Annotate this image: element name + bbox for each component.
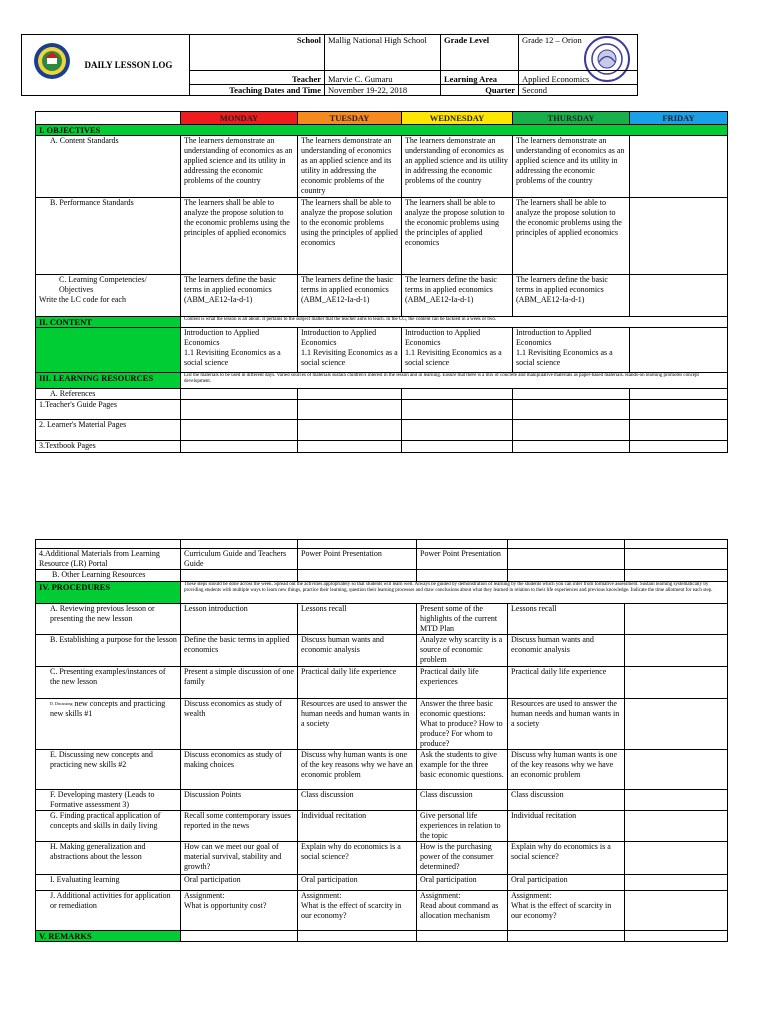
- teacher-value: Marvie C. Gumaru: [325, 71, 441, 85]
- day-wednesday: WEDNESDAY: [402, 112, 513, 125]
- content-standards-mon: The learners demonstrate an understanding of economics as an applied science and its utility in addressing the economic problems of the country: [181, 136, 298, 198]
- content-standards-fri: [630, 136, 728, 198]
- references-label: A. References: [36, 389, 181, 400]
- dates-label: Teaching Dates and Time: [190, 85, 325, 96]
- procedure-label: [36, 750, 181, 790]
- lesson-table-top: [35, 111, 728, 453]
- procedure-cell-mon: How can we meet our goal of material survival, stability and growth?: [181, 842, 298, 875]
- procedure-cell-thu: Explain why do economics is a social science?: [508, 842, 625, 875]
- lesson-table-bottom: [35, 539, 728, 942]
- procedure-label-text: E. Discussing new concepts and practicing new skills #2: [50, 750, 153, 769]
- content-topic-tue: Introduction to Applied Economics 1.1 Revisiting Economics as a social science: [298, 328, 402, 373]
- procedure-label: [36, 635, 181, 667]
- remarks-wed: [417, 931, 508, 942]
- procedure-cell-tue: Resources are used to answer the human needs and human wants in a society: [298, 699, 417, 750]
- competency-wed: The learners define the basic terms in applied economics (ABM_AE12-Ia-d-1): [402, 275, 513, 317]
- procedure-label-text: F. Developing mastery (Leads to Formative assessment 3): [50, 790, 155, 809]
- content-topic-thu: Introduction to Applied Economics 1.1 Revisiting Economics as a social science: [513, 328, 630, 373]
- procedure-cell-fri: [625, 699, 728, 750]
- dates-value: November 19-22, 2018: [325, 85, 441, 96]
- day-friday: FRIDAY: [630, 112, 728, 125]
- competency-fri: [630, 275, 728, 317]
- procedure-cell-wed: Practical daily life experiences: [417, 667, 508, 699]
- tb-cell-5: [630, 441, 728, 453]
- remarks-fri: [625, 931, 728, 942]
- procedure-label-text: I. Evaluating learning: [50, 875, 120, 884]
- other-cell-4: [508, 570, 625, 582]
- procedure-cell-fri: [625, 811, 728, 842]
- procedures-rows: [36, 604, 728, 931]
- competency-thu: The learners define the basic terms in applied economics (ABM_AE12-Ia-d-1): [513, 275, 630, 317]
- lm-cell-1: [181, 420, 298, 441]
- procedure-cell-thu: Discuss why human wants is one of the key reasons why we have an economic problem: [508, 750, 625, 790]
- procedure-row: [36, 750, 728, 790]
- grade-value: Grade 12 – Orion: [519, 35, 638, 71]
- textbook-label: 3.Textbook Pages: [36, 441, 181, 453]
- competency-label-cell: [36, 275, 181, 317]
- area-value: Applied Economics: [519, 71, 638, 85]
- procedure-row: [36, 604, 728, 635]
- procedure-cell-fri: [625, 750, 728, 790]
- procedure-cell-tue: Lessons recall: [298, 604, 417, 635]
- competency-tue: The learners define the basic terms in applied economics (ABM_AE12-Ia-d-1): [298, 275, 402, 317]
- performance-standards-thu: The learners shall be able to analyze the propose solution to the economic problems using the principles of applied economics: [513, 198, 630, 275]
- performance-standards-fri: [630, 198, 728, 275]
- procedure-cell-fri: [625, 635, 728, 667]
- procedure-label: [36, 604, 181, 635]
- procedure-cell-mon: Recall some contemporary issues reported in the news: [181, 811, 298, 842]
- blank-row-cell-4: [508, 540, 625, 549]
- remarks-mon: [181, 931, 298, 942]
- procedure-row: [36, 842, 728, 875]
- header-table: [21, 34, 638, 96]
- resources-heading: III. LEARNING RESOURCES: [36, 373, 181, 389]
- procedure-cell-mon: Discussion Points: [181, 790, 298, 811]
- procedure-cell-fri: [625, 875, 728, 891]
- procedure-cell-mon: Discuss economics as study of wealth: [181, 699, 298, 750]
- performance-standards-wed: The learners shall be able to analyze the propose solution to the economic problems using the principles of applied economics: [402, 198, 513, 275]
- remarks-thu: [508, 931, 625, 942]
- additional-fri: [625, 549, 728, 570]
- procedure-cell-thu: Individual recitation: [508, 811, 625, 842]
- tg-cell-2: [298, 400, 402, 420]
- content-standards-label: A. Content Standards: [36, 136, 181, 198]
- tg-cell-5: [630, 400, 728, 420]
- procedure-row: [36, 875, 728, 891]
- procedure-cell-mon: Oral participation: [181, 875, 298, 891]
- logo-cell: [22, 35, 82, 96]
- other-cell-5: [625, 570, 728, 582]
- lm-cell-2: [298, 420, 402, 441]
- additional-tue: Power Point Presentation: [298, 549, 417, 570]
- procedure-cell-tue: Discuss why human wants is one of the key reasons why we have an economic problem: [298, 750, 417, 790]
- competency-label: C. Learning Competencies/ Objectives: [59, 275, 147, 294]
- procedure-cell-tue: Discuss human wants and economic analysis: [298, 635, 417, 667]
- procedure-cell-tue: Individual recitation: [298, 811, 417, 842]
- teachers-guide-label: 1.Teacher's Guide Pages: [36, 400, 181, 420]
- additional-mon: Curriculum Guide and Teachers Guide: [181, 549, 298, 570]
- procedure-cell-thu: Resources are used to answer the human needs and human wants in a society: [508, 699, 625, 750]
- procedure-cell-mon: Lesson introduction: [181, 604, 298, 635]
- procedure-label-text: A. Reviewing previous lesson or presenting the new lesson: [50, 604, 155, 623]
- references-cell-5: [630, 389, 728, 400]
- procedure-cell-tue: Class discussion: [298, 790, 417, 811]
- competency-mon: The learners define the basic terms in applied economics (ABM_AE12-Ia-d-1): [181, 275, 298, 317]
- blank-row-cell-3: [417, 540, 508, 549]
- procedure-row: [36, 699, 728, 750]
- tb-cell-3: [402, 441, 513, 453]
- quarter-value: Second: [519, 85, 638, 96]
- procedure-cell-thu: Class discussion: [508, 790, 625, 811]
- procedure-row: [36, 891, 728, 931]
- procedure-cell-wed: Answer the three basic economic questions: What to produce? How to produce? For whom to produce?: [417, 699, 508, 750]
- references-cell-3: [402, 389, 513, 400]
- procedure-cell-wed: Give personal life experiences in relation to the topic: [417, 811, 508, 842]
- remarks-tue: [298, 931, 417, 942]
- procedure-cell-thu: Lessons recall: [508, 604, 625, 635]
- references-cell-1: [181, 389, 298, 400]
- procedures-heading: IV. PROCEDURES: [36, 582, 181, 604]
- additional-thu: [508, 549, 625, 570]
- other-cell-1: [181, 570, 298, 582]
- objectives-heading: I. OBJECTIVES: [36, 125, 728, 136]
- school-value: Mallig National High School: [325, 35, 441, 71]
- tb-cell-1: [181, 441, 298, 453]
- tg-cell-4: [513, 400, 630, 420]
- additional-wed: Power Point Presentation: [417, 549, 508, 570]
- tg-cell-3: [402, 400, 513, 420]
- procedure-row: [36, 667, 728, 699]
- procedure-cell-wed: Oral participation: [417, 875, 508, 891]
- tg-cell-1: [181, 400, 298, 420]
- blank-row-1: [36, 540, 181, 549]
- learners-material-label: 2. Learner's Material Pages: [36, 420, 181, 441]
- procedures-note: These steps should be done across the week. Spread out the activities appropriately so that students will learn well. Always be guided by demonstration of learning by the students which you can infer from formative assessment. Sustain learning systematically by providing students with multiple ways to learn new things, practice their learning, question their learning processes and draw conclusions about what they learned in relation to their life experiences and previous knowledge. Indicate the time allotment for each step.: [181, 582, 728, 604]
- procedure-cell-mon: Discuss economics as study of making choices: [181, 750, 298, 790]
- tb-cell-4: [513, 441, 630, 453]
- corner-cell: [36, 112, 181, 125]
- lm-cell-4: [513, 420, 630, 441]
- performance-standards-tue: The learners shall be able to analyze the propose solution to the economic problems using the principles of applied economics: [298, 198, 402, 275]
- day-monday: MONDAY: [181, 112, 298, 125]
- procedure-cell-wed: Ask the students to give example for the three basic economic questions.: [417, 750, 508, 790]
- content-standards-wed: The learners demonstrate an understanding of economics as an applied science and its utility in addressing the economic problems of the country: [402, 136, 513, 198]
- procedure-label-text: G. Finding practical application of concepts and skills in daily living: [50, 811, 161, 830]
- procedure-label: [36, 667, 181, 699]
- procedure-label-text: new concepts and practicing new skills #1: [50, 699, 166, 718]
- procedure-cell-fri: [625, 604, 728, 635]
- procedure-cell-tue: Practical daily life experience: [298, 667, 417, 699]
- procedure-label: [36, 842, 181, 875]
- header-title: DAILY LESSON LOG: [82, 35, 190, 96]
- references-cell-2: [298, 389, 402, 400]
- other-cell-3: [417, 570, 508, 582]
- procedure-row: [36, 635, 728, 667]
- tb-cell-2: [298, 441, 402, 453]
- procedure-label: [36, 875, 181, 891]
- content-green-cell: [36, 328, 181, 373]
- blank-row-cell-5: [625, 540, 728, 549]
- procedure-cell-wed: Present some of the highlights of the current MTD Plan: [417, 604, 508, 635]
- procedure-cell-thu: Oral participation: [508, 875, 625, 891]
- procedure-label: [36, 790, 181, 811]
- procedure-label: [36, 699, 181, 750]
- content-note: Content is what the lesson is all about. It pertains to the subject matter that the teacher aims to teach. In the CG, the content can be tackled in a week or two.: [181, 317, 728, 328]
- content-topic-fri: [630, 328, 728, 373]
- day-tuesday: TUESDAY: [298, 112, 402, 125]
- procedure-cell-fri: [625, 891, 728, 931]
- content-standards-tue: The learners demonstrate an understanding of economics as an applied science and its utility in addressing the economic problems of the country: [298, 136, 402, 198]
- competency-sublabel: Write the LC code for each: [39, 295, 126, 304]
- content-standards-thu: The learners demonstrate an understanding of economics as an applied science and its utility in addressing the economic problems of the country: [513, 136, 630, 198]
- procedure-cell-tue: Oral participation: [298, 875, 417, 891]
- procedure-label: [36, 891, 181, 931]
- other-resources-label: B. Other Learning Resources: [36, 570, 181, 582]
- procedure-cell-thu: Assignment: What is the effect of scarcity in our economy?: [508, 891, 625, 931]
- performance-standards-label: B. Performance Standards: [36, 198, 181, 275]
- procedure-cell-fri: [625, 790, 728, 811]
- procedure-cell-tue: Explain why do economics is a social science?: [298, 842, 417, 875]
- performance-standards-mon: The learners shall be able to analyze the propose solution to the economic problems using the principles of applied economics: [181, 198, 298, 275]
- procedure-cell-mon: Define the basic terms in applied economics: [181, 635, 298, 667]
- procedure-cell-mon: Present a simple discussion of one family: [181, 667, 298, 699]
- day-thursday: THURSDAY: [513, 112, 630, 125]
- school-label: School: [190, 35, 325, 71]
- teacher-label: Teacher: [190, 71, 325, 85]
- procedure-label-text: B. Establishing a purpose for the lesson: [50, 635, 177, 644]
- procedure-cell-wed: Assignment: Read about command as allocation mechanism: [417, 891, 508, 931]
- content-heading: II. CONTENT: [36, 317, 181, 328]
- procedure-cell-mon: Assignment: What is opportunity cost?: [181, 891, 298, 931]
- procedure-label: [36, 811, 181, 842]
- procedure-cell-thu: Discuss human wants and economic analysis: [508, 635, 625, 667]
- procedure-cell-fri: [625, 667, 728, 699]
- lm-cell-5: [630, 420, 728, 441]
- procedure-label-text: C. Presenting examples/instances of the new lesson: [50, 667, 166, 686]
- area-label: Learning Area: [441, 71, 519, 85]
- resources-note: List the materials to be used in different days. Varied sources of materials sustain children's interest in the lesson and in learning. Ensure that there is a mix of concrete and manipulative materials as paper-based materials. Hands-on learning promotes concept development.: [181, 373, 728, 389]
- lm-cell-3: [402, 420, 513, 441]
- references-cell-4: [513, 389, 630, 400]
- additional-materials-label: 4.Additional Materials from Learning Resource (LR) Portal: [36, 549, 181, 570]
- procedure-cell-wed: How is the purchasing power of the consumer determined?: [417, 842, 508, 875]
- blank-row-cell-2: [298, 540, 417, 549]
- procedure-cell-wed: Class discussion: [417, 790, 508, 811]
- procedure-label-text: H. Making generalization and abstractions about the lesson: [50, 842, 146, 861]
- content-topic-wed: Introduction to Applied Economics 1.1 Revisiting Economics as a social science: [402, 328, 513, 373]
- procedure-cell-thu: Practical daily life experience: [508, 667, 625, 699]
- blank-row-cell-1: [181, 540, 298, 549]
- procedure-row: [36, 790, 728, 811]
- procedure-label-prefix: D. Discussing: [50, 701, 73, 706]
- remarks-heading: V. REMARKS: [36, 931, 181, 942]
- procedure-row: [36, 811, 728, 842]
- procedure-cell-wed: Analyze why scarcity is a source of economic problem: [417, 635, 508, 667]
- procedure-cell-tue: Assignment: What is the effect of scarcity in our economy?: [298, 891, 417, 931]
- procedure-label-text: J. Additional activities for application or remediation: [50, 891, 171, 910]
- content-topic-mon: Introduction to Applied Economics 1.1 Revisiting Economics as a social science: [181, 328, 298, 373]
- other-cell-2: [298, 570, 417, 582]
- grade-label: Grade Level: [441, 35, 519, 71]
- quarter-label: Quarter: [441, 85, 519, 96]
- procedure-cell-fri: [625, 842, 728, 875]
